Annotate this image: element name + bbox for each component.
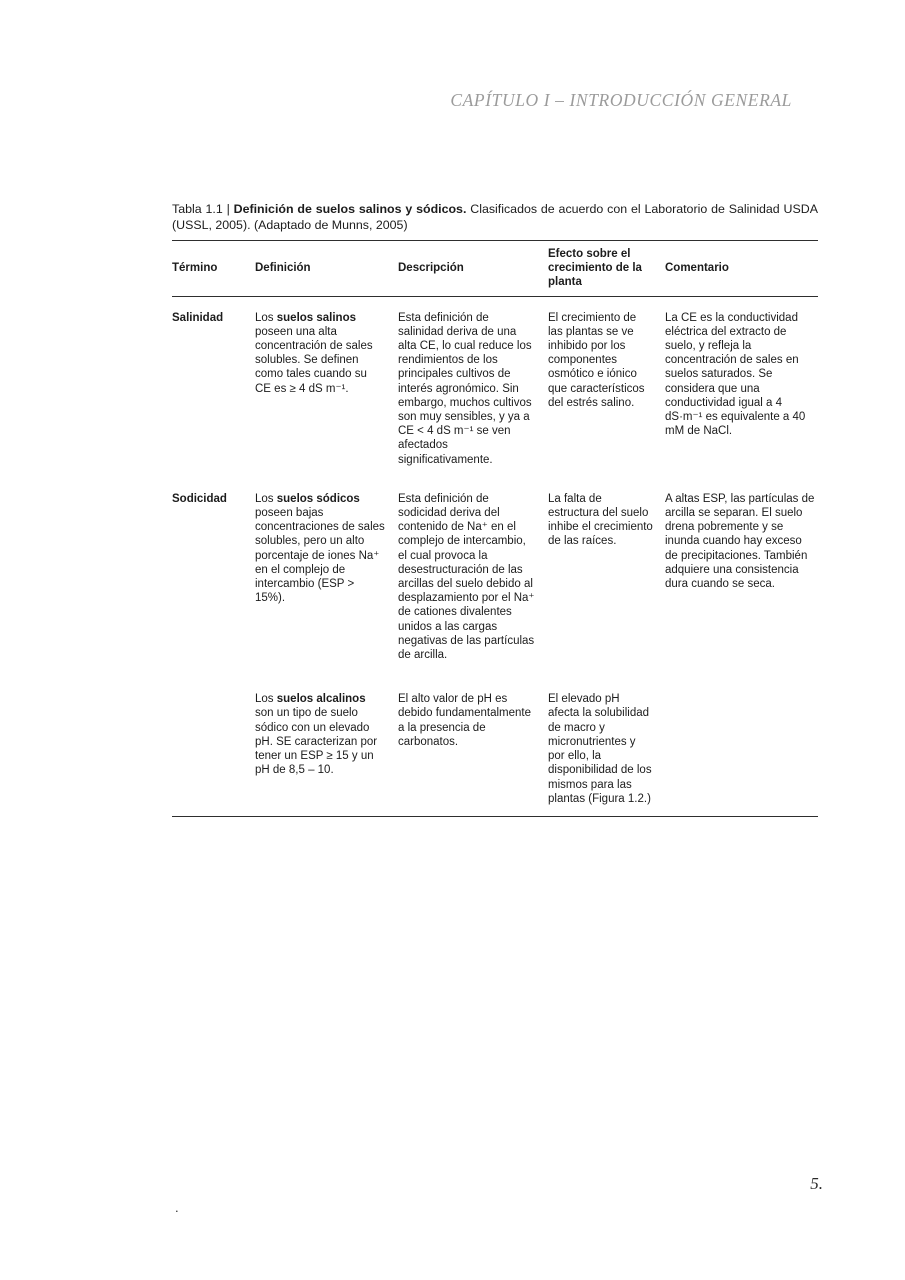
caption-label: Tabla 1.1 | <box>172 202 234 216</box>
definicion-post: poseen una alta concentración de sales solubles. Se definen como tales cuando su CE es ≥ 4 dS m⁻¹. <box>255 325 373 395</box>
page-content <box>172 201 818 817</box>
cell-efecto: La falta de estructura del suelo inhibe el crecimiento de las raíces. <box>548 492 653 548</box>
table-header-row <box>172 240 818 297</box>
cell-descripcion: Esta definición de salinidad deriva de una alta CE, lo cual reduce los rendimientos de los principales cultivos de interés agronómico. Sin embargo, muchos cultivos son muy sensibles, y ya a CE < 4 dS m⁻¹ se ven afectados significativamente. <box>398 311 532 466</box>
definicion-post: son un tipo de suelo sódico con un elevado pH. SE caracterizan por tener un ESP ≥ 15 y un pH de 8,5 – 10. <box>255 707 378 777</box>
caption-rest: Clasificados de acuerdo con el Laboratorio de Salinidad USDA (USSL, 2005). (Adaptado de Munns, 2005) <box>172 202 818 232</box>
cell-definicion <box>255 692 398 777</box>
chapter-running-header: CAPÍTULO I – INTRODUCCIÓN GENERAL <box>450 90 792 110</box>
page-number: 5. <box>810 1174 823 1193</box>
cell-termino: Sodicidad <box>172 492 227 505</box>
table-row-alcalinos <box>172 678 818 816</box>
cell-efecto: El crecimiento de las plantas se ve inhibido por los componentes osmótico e iónico que característicos del estrés salino. <box>548 311 645 409</box>
definicion-bold-term: suelos alcalinos <box>276 693 366 706</box>
cell-descripcion: El alto valor de pH es debido fundamentalmente a la presencia de carbonatos. <box>398 693 531 748</box>
table-caption <box>172 201 818 233</box>
caption-title: Definición de suelos salinos y sódicos. <box>233 202 467 216</box>
cell-descripcion: Esta definición de sodicidad deriva del contenido de Na⁺ en el complejo de intercambio, el cual provoca la desestructuración de las arcillas del suelo debido al desplazamiento por el Na⁺ de cationes divalentes unidos a las cargas negativas de las partículas de arcilla. <box>398 492 535 662</box>
cell-definicion <box>255 492 398 606</box>
cell-termino: Salinidad <box>172 311 224 324</box>
column-header-termino: Término <box>172 262 218 275</box>
column-header-efecto: Efecto sobre el crecimiento de la planta <box>548 248 642 289</box>
column-header-descripcion: Descripción <box>398 262 464 275</box>
cell-definicion <box>255 311 398 396</box>
definicion-bold-term: suelos salinos <box>276 311 357 324</box>
definicion-pre: Los <box>255 311 277 324</box>
table-body <box>172 297 818 817</box>
column-header-definicion: Definición <box>255 262 311 275</box>
table-row-sodicidad <box>172 478 818 678</box>
cell-comentario: La CE es la conductividad eléctrica del extracto de suelo, y refleja la concentración de sales en suelos saturados. Se considera que una conductividad igual a 4 dS·m⁻¹ es equivalente a 40 mM de NaCl. <box>665 311 806 438</box>
definicion-pre: Los <box>255 492 277 505</box>
definicion-bold-term: suelos sódicos <box>276 492 360 505</box>
table-row-salinidad <box>172 297 818 478</box>
column-header-comentario: Comentario <box>665 262 729 275</box>
definicion-post: poseen bajas concentraciones de sales solubles, pero un alto porcentaje de iones Na⁺ en el complejo de intercambio (ESP > 15%). <box>255 507 385 605</box>
cell-efecto: El elevado pH afecta la solubilidad de macro y micronutrientes y por ello, la disponibilidad de los mismos para las plantas (Figura 1.2.) <box>548 693 652 805</box>
definitions-table <box>172 240 818 817</box>
definicion-pre: Los <box>255 693 277 706</box>
cell-comentario: A altas ESP, las partículas de arcilla se separan. El suelo drena pobremente y se inunda cuando hay exceso de precipitaciones. También adquiere una consistencia dura cuando se seca. <box>665 492 815 591</box>
stray-period-mark: . <box>175 1200 179 1215</box>
